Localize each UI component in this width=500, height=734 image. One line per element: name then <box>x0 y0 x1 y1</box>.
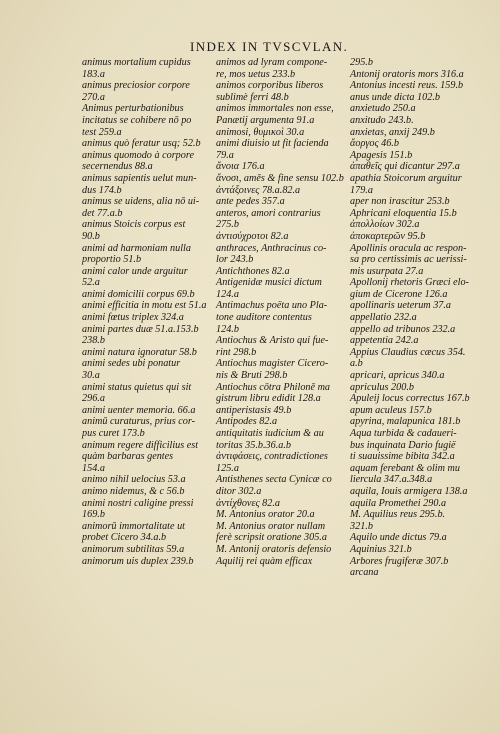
index-entry <box>82 556 210 568</box>
index-entry-text: ἄνοια 176.a <box>216 161 265 173</box>
index-entry-text: aquam ferebant & olim mu liercula 347.a.348.a <box>350 462 460 486</box>
index-entry-text: Antisthenes secta Cynicæ co ditor 302.a <box>216 474 332 497</box>
index-entry <box>216 521 344 544</box>
index-column-2 <box>216 57 344 567</box>
index-entry <box>350 138 476 150</box>
index-entry <box>350 208 476 220</box>
index-entry <box>350 127 476 139</box>
index-entry <box>350 382 476 394</box>
index-entry <box>350 277 476 300</box>
index-entry <box>216 266 344 278</box>
index-entry-text: anteros, amori contrarius 275.b <box>216 207 321 231</box>
index-entry <box>216 103 344 126</box>
index-entry <box>82 150 210 173</box>
index-entry-text: ante pedes 357.a <box>216 196 285 208</box>
index-entry <box>350 370 476 382</box>
index-entry-text: antiperistasis 49.b <box>216 404 292 416</box>
index-entry <box>350 231 476 243</box>
index-entry <box>350 196 476 208</box>
index-entry <box>216 544 344 567</box>
index-entry-text: M. Antonius orator nullam ferè scripsit oratione 305.a <box>216 520 327 544</box>
index-entry <box>216 335 344 358</box>
index-entry <box>82 544 210 556</box>
index-entry-text: animos immortales non esse, Panætij argumenta 91.a <box>216 103 334 126</box>
index-entry <box>82 266 210 289</box>
index-entry <box>82 474 210 486</box>
index-entry-text: anus unde dicta 102.b <box>350 91 440 103</box>
index-entry-text: animi natura ignoratur 58.b <box>82 346 197 358</box>
index-entry <box>350 103 476 115</box>
index-entry <box>82 80 210 103</box>
index-entry-text: animum regere difficilius est quàm barbaras gentes 154.a <box>82 439 199 474</box>
index-entry <box>350 243 476 278</box>
index-entry-text: apum aculeus 157.b <box>350 404 432 416</box>
index-entry <box>82 521 210 544</box>
index-entry-text: Antonius incesti reus. 159.b <box>350 80 464 92</box>
index-entry-text: appellatio 232.a <box>350 312 417 324</box>
index-entry <box>350 463 476 486</box>
index-entry <box>216 57 344 80</box>
index-entry <box>82 358 210 381</box>
index-entry <box>350 219 476 231</box>
index-entry <box>350 428 476 463</box>
index-entry-text: animus Stoicis corpus est 90.b <box>82 219 186 242</box>
index-entry-text: ἀπολλοίων 302.a <box>350 219 420 231</box>
index-entry <box>216 509 344 521</box>
index-entry-text: animi sedes ubi ponatur 30.a <box>82 358 181 382</box>
index-entry-text: ἄνοσι, amēs & fine sensu 102.b <box>216 172 344 184</box>
index-entry-text: apollinaris ueterum 37.a <box>350 300 452 312</box>
index-entry <box>350 498 476 510</box>
index-entry <box>216 300 344 335</box>
index-entry <box>216 127 344 139</box>
index-entry-text: ἀντισύχροτοι 82.a <box>216 230 289 242</box>
index-entry-text: Arbores frugiferæ 307.b arcana <box>350 555 449 579</box>
index-entry <box>216 208 344 231</box>
index-entry-text: Aqua turbida & cadaueri- bus inquinata Dario fugië ti suauissime bibita 342.a <box>350 428 457 463</box>
index-entry <box>82 103 210 138</box>
index-entry <box>216 498 344 510</box>
index-entry-text: animi uenter memoria. 66.a <box>82 404 196 416</box>
index-entry-text: Apuleij locus correctus 167.b <box>350 393 470 405</box>
index-entry <box>216 382 344 405</box>
index-entry-text: animorū immortalitate ut probet Cicero 34.a.b <box>82 520 186 544</box>
index-entry-text: appetentia 242.a <box>350 335 419 347</box>
index-entry-text: Antigenidæ musici dictum 124.a <box>216 277 322 300</box>
index-entry <box>82 138 210 150</box>
index-entry-text: apyrina, malapunica 181.b <box>350 416 461 428</box>
index-entry-text: Antimachus poëta uno Pla- tone auditore contentus 124.b <box>216 300 328 335</box>
index-entry <box>216 277 344 300</box>
index-entry <box>82 173 210 196</box>
index-entry-text: animi status quietus qui sit 296.a <box>82 381 192 405</box>
index-entry-text: Antiochus & Aristo qui fue- rint 298.b <box>216 335 329 358</box>
index-entry <box>216 358 344 381</box>
index-entry-text: Antipodes 82.a <box>216 416 278 428</box>
index-entry <box>82 289 210 301</box>
index-entry-text: M. Aquilius reus 295.b. 321.b <box>350 509 446 532</box>
index-entry <box>350 335 476 347</box>
index-entry-text: Antonij oratoris mors 316.a <box>350 68 464 80</box>
index-entry-text: animorum uis duplex 239.b <box>82 555 194 567</box>
index-entry-text: animi diuisio ut fit facienda 79.a <box>216 138 329 161</box>
index-entry <box>216 474 344 497</box>
index-entry-text: apathia Stoicorum arguitur 179.a <box>350 172 462 196</box>
index-entry-text: apriculus 200.b <box>350 381 414 393</box>
index-entry-text: Apollinis oracula ac respon- sa pro certissimis ac uerissi- mis usurpata 27.a <box>350 242 467 277</box>
index-entry <box>82 440 210 475</box>
index-entry <box>350 347 476 370</box>
index-entry <box>350 405 476 417</box>
index-entry <box>350 556 476 579</box>
index-entry-text: animo nihil uelocius 53.a <box>82 474 186 486</box>
index-entry-text: ἀποκαρτερῶν 95.b <box>350 230 426 242</box>
index-entry <box>350 416 476 428</box>
index-entry <box>82 416 210 439</box>
index-entry <box>216 428 344 451</box>
index-entry-text: animo nidemus, & c 56.b <box>82 485 185 497</box>
index-entry-text: animi partes duæ 51.a.153.b 238.b <box>82 323 199 347</box>
index-entry <box>350 69 476 81</box>
index-entry-text: aquila Promethei 290.a <box>350 497 447 509</box>
index-entry <box>216 231 344 243</box>
index-entry-text: animū curaturus, prius cor- pus curet 173.b <box>82 416 195 439</box>
index-entry <box>216 80 344 103</box>
index-entry-text: appello ad tribunos 232.a <box>350 323 456 335</box>
index-entry-text: animos corporibus liberos sublimè ferri 48.b <box>216 80 324 103</box>
index-entry <box>350 486 476 498</box>
index-entry-text: aquila, Iouis armigera 138.a <box>350 485 468 497</box>
index-entry <box>350 161 476 173</box>
index-entry-text: animus sapientis uelut mun- dus 174.b <box>82 172 197 196</box>
index-entry-text: ἀντάξοινες 78.a.82.a <box>216 184 301 196</box>
index-entry-text: animi ad harmoniam nulla proportio 51.b <box>82 242 191 266</box>
index-entry-text: antiquitatis iudicium & au toritas 35.b.36.a.b <box>216 428 324 451</box>
index-entry-text: animi nostri caligine pressi 169.b <box>82 497 194 521</box>
index-entry-text: apricari, apricus 340.a <box>350 370 445 382</box>
index-entry-text: animorum subtilitas 59.a <box>82 543 185 555</box>
index-entry <box>82 486 210 498</box>
index-entry-text: M. Antonij oratoris defensio Aquilij rei quàm efficax <box>216 543 332 567</box>
index-entry <box>350 509 476 532</box>
index-entry-text: ἀντιφάσεις, contradictiones 125.a <box>216 451 328 474</box>
index-entry <box>216 185 344 197</box>
index-entry-text: ἀντίχθονες 82.a <box>216 497 280 509</box>
index-entry-text: animos ad lyram compone- re, mos uetus 233.b <box>216 57 328 80</box>
index-entry-text: Aquinius 321.b <box>350 543 412 555</box>
index-entry <box>82 57 210 80</box>
index-entry <box>216 196 344 208</box>
index-entry-text: animus se uidens, alia nō ui- det 77.a.b <box>82 196 200 219</box>
index-entry <box>350 173 476 196</box>
index-entry-text: animi domicilii corpus 69.b <box>82 288 195 300</box>
index-entry <box>350 544 476 556</box>
index-entry-text: animi fœtus triplex 324.a <box>82 312 184 324</box>
index-entry-text: Antichthones 82.a <box>216 265 290 277</box>
index-entry-text: animus preciosior corpore 270.a <box>82 80 190 103</box>
index-entry <box>216 138 344 161</box>
index-entry <box>350 92 476 104</box>
index-entry-text: Apagesis 151.b <box>350 149 413 161</box>
index-entry-text: anxietas, anxij 249.b <box>350 126 435 138</box>
index-entry <box>216 405 344 417</box>
index-entry <box>350 393 476 405</box>
index-entry-text: ἄοργος 46.b <box>350 138 399 150</box>
index-entry <box>216 451 344 474</box>
index-entry <box>82 382 210 405</box>
index-entry <box>350 150 476 162</box>
index-entry <box>216 416 344 428</box>
index-entry-text: 295.b <box>350 57 373 68</box>
index-entry <box>82 312 210 324</box>
index-entry <box>82 219 210 242</box>
index-entry-text: animosi, θυμικοὶ 30.a <box>216 126 305 138</box>
index-entry <box>216 161 344 173</box>
index-entry-text: Apollonij rhetoris Græci elo- gium de Cicerone 126.a <box>350 277 469 300</box>
index-entry-text: Antiochus magister Cicero- nis & Bruti 298.b <box>216 358 329 382</box>
index-entry <box>350 80 476 92</box>
index-column-3 <box>350 57 476 579</box>
index-entry-text: animus mortalium cupidus 183.a <box>82 57 191 80</box>
index-entry-text: Antiochus cōtra Philonē ma gistrum libru edidit 128.a <box>216 381 331 405</box>
page-header: INDEX IN TVSCVLAN. <box>190 39 349 54</box>
index-entry-text: anxitudo 243.b. <box>350 114 414 126</box>
index-entry-text: Animus perturbationibus incitatus se cohibere nō po test 259.a <box>82 103 192 138</box>
index-entry <box>216 243 344 266</box>
index-entry <box>82 405 210 417</box>
index-entry <box>82 196 210 219</box>
index-entry-text: animus quò feratur usq; 52.b <box>82 138 201 150</box>
index-entry-text: animi efficitia in motu est 51.a <box>82 300 207 312</box>
index-entry <box>350 324 476 336</box>
index-entry-text: anxietudo 250.a <box>350 103 416 115</box>
index-entry <box>350 57 476 69</box>
index-entry <box>216 173 344 185</box>
index-entry-text: aper non irascitur 253.b <box>350 196 450 208</box>
index-entry <box>350 532 476 544</box>
index-entry-text: Aphricani eloquentia 15.b <box>350 207 457 219</box>
index-entry <box>82 324 210 347</box>
index-entry <box>350 300 476 312</box>
index-entry <box>82 498 210 521</box>
index-column-1 <box>82 57 210 567</box>
index-entry <box>82 300 210 312</box>
index-entry-text: animus quomodo à corpore secernendus 88.a <box>82 149 194 173</box>
index-entry <box>82 347 210 359</box>
index-entry-text: animi calor unde arguitur 52.a <box>82 265 188 289</box>
index-entry <box>350 115 476 127</box>
index-entry <box>350 312 476 324</box>
index-entry-text: Aquilo unde dictus 79.a <box>350 532 447 544</box>
index-entry-text: ἀπαθεῖς qui dicantur 297.a <box>350 161 460 173</box>
index-entry <box>82 243 210 266</box>
index-entry-text: Appius Claudius cæcus 354. a.b <box>350 346 466 370</box>
index-entry-text: M. Antonius orator 20.a <box>216 509 315 521</box>
index-entry-text: anthraces, Anthracinus co- lor 243.b <box>216 242 327 266</box>
